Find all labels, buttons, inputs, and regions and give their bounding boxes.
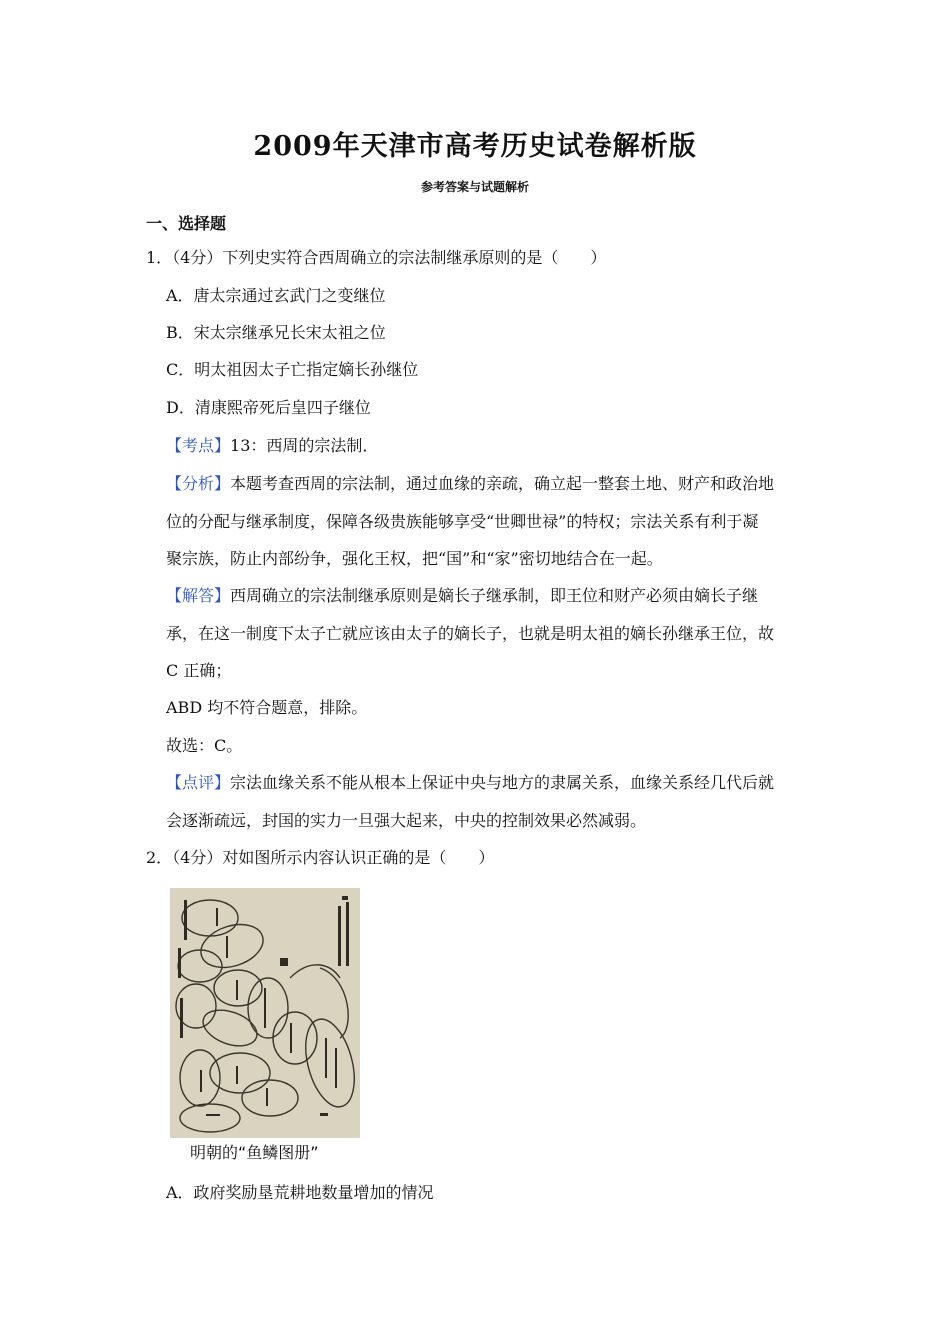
fish-scale-map-figure (170, 888, 360, 1138)
question-1-stem: 1．（4分）下列史实符合西周确立的宗法制继承原则的是（ ） (146, 248, 607, 267)
fenxi-tag: 【分析】 (166, 474, 231, 493)
question-1-option-a: A．唐太宗通过玄武门之变继位 (166, 286, 386, 305)
kaodian-text: 13：西周的宗法制． (230, 436, 379, 455)
question-1-option-d: D．清康熙帝死后皇四子继位 (166, 398, 371, 417)
fenxi-text-3: 聚宗族，防止内部纷争，强化王权，把“国”和“家”密切地结合在一起。 (166, 549, 663, 568)
dianping-tag: 【点评】 (166, 773, 231, 792)
figure-caption: 明朝的“鱼鳞图册” (190, 1143, 319, 1162)
dianping-line-1 (166, 773, 774, 793)
dianping-text-2: 会逐渐疏远，封国的实力一旦强大起来，中央的控制效果必然减弱。 (166, 811, 647, 830)
jieda-tag: 【解答】 (166, 586, 231, 605)
question-2-option-a: A．政府奖励垦荒耕地数量增加的情况 (166, 1183, 434, 1202)
fish-scale-map-drawing (170, 888, 360, 1138)
jieda-text-3: C 正确； (166, 661, 232, 680)
answer-text: 故选：C。 (166, 736, 243, 755)
fenxi-line-1 (166, 474, 774, 494)
document-title: 2009年天津市高考历史试卷解析版 (253, 131, 697, 162)
fenxi-text-2: 位的分配与继承制度，保障各级贵族能够享受“世卿世禄”的特权；宗法关系有利于凝 (166, 512, 759, 531)
jieda-text-4: ABD 均不符合题意，排除。 (166, 698, 368, 717)
question-2-stem: 2．（4分）对如图所示内容认识正确的是（ ） (146, 848, 495, 867)
dianping-text-1: 宗法血缘关系不能从根本上保证中央与地方的隶属关系，血缘关系经几代后就 (230, 773, 775, 792)
document-subtitle: 参考答案与试题解析 (420, 180, 529, 194)
kaodian-tag: 【考点】 (166, 436, 231, 455)
fenxi-text-1: 本题考查西周的宗法制，通过血缘的亲疏，确立起一整套土地、财产和政治地 (230, 474, 775, 493)
question-1-option-c: C．明太祖因太子亡指定嫡长孙继位 (166, 360, 419, 379)
kaodian-line (166, 436, 378, 456)
jieda-text-1: 西周确立的宗法制继承原则是嫡长子继承制，即王位和财产必须由嫡长子继 (230, 586, 759, 605)
question-1-option-b: B．宋太宗继承兄长宋太祖之位 (166, 323, 386, 342)
jieda-text-2: 承，在这一制度下太子亡就应该由太子的嫡长子，也就是明太祖的嫡长孙继承王位，故 (166, 624, 775, 643)
section-heading: 一、选择题 (146, 214, 227, 233)
jieda-line-1 (166, 586, 758, 606)
